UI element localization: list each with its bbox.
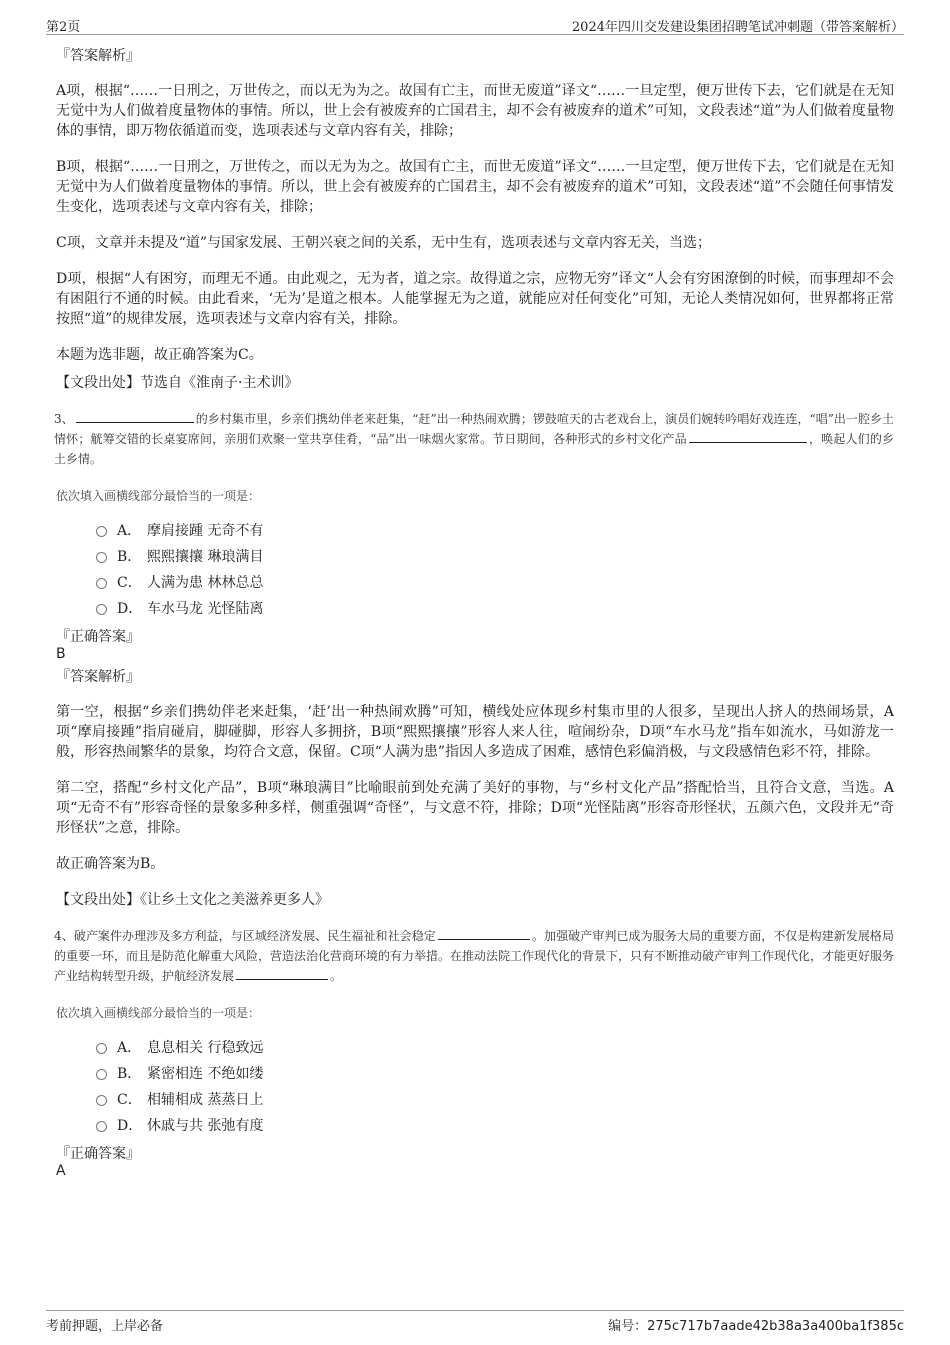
source-note: 【文段出处】节选自《淮南子·主术训》 xyxy=(56,375,299,391)
document-code: 编号：275c717b7aade42b38a3a400ba1f385c xyxy=(608,1319,904,1334)
options-list xyxy=(96,1035,894,1139)
answer-tag: 『正确答案』 xyxy=(56,1146,140,1162)
radio-icon[interactable] xyxy=(96,1069,107,1080)
fill-blank xyxy=(689,430,807,443)
explain-tag: 『答案解析』 xyxy=(56,669,140,685)
page-content xyxy=(56,45,894,1179)
page-footer xyxy=(46,1310,904,1337)
option-a[interactable]: A． 息息相关 行稳致远 xyxy=(96,1035,894,1061)
document-title: 2024年四川交发建设集团招聘笔试冲刺题（带答案解析） xyxy=(571,20,904,35)
explain-option-a: A项，根据“……一日刑之，万世传之，而以无为为之。故国有亡主，而世无废道”译文“……一旦定型，便万世传下去，它们就是在无知无觉中为人们做着度量物体的事情。所以，世上会有被废弃的亡国君主，却不会有被废弃的道术”可知，文段表述“道”为人们做着度量物体的事情，即万物依循道而变，选项表述与文章内容有关，排除； xyxy=(56,83,894,139)
page-header xyxy=(46,14,904,35)
explain-option-b: B项，根据“……一日刑之，万世传之，而以无为为之。故国有亡主，而世无废道”译文“……一旦定型，便万世传下去，它们就是在无知无觉中为人们做着度量物体的事情。所以，世上会有被废弃的亡国君主，却不会有被废弃的道术”可知，文段表述“道”不会随任何事情发生变化，选项表述与文章内容有关，排除； xyxy=(56,159,894,215)
question-4: 4、破产案件办理涉及多方利益，与区域经济发展、民生福祉和社会稳定 。加强破产审判已成为服务大局的重要方面，不仅是构建新发展格局的重要一环，而且是防范化解重大风险，营造法治化营商环境的有力举措。在推动法院工作现代化的背景下，只有不断推动破产审判工作现代化，才能更好服务产业结构转型升级，护航经济发展 。 xyxy=(54,929,895,983)
option-b[interactable]: B． 熙熙攘攘 琳琅满目 xyxy=(96,544,894,570)
option-c[interactable]: C． 相辅相成 蒸蒸日上 xyxy=(96,1087,894,1113)
question-instruction: 依次填入画横线部分最恰当的一项是： xyxy=(56,1006,261,1020)
radio-icon[interactable] xyxy=(96,526,107,537)
explain-option-c: C项，文章并未提及“道”与国家发展、王朝兴衰之间的关系，无中生有，选项表述与文章内容无关，当选； xyxy=(56,235,712,251)
fill-blank xyxy=(236,967,328,980)
option-a[interactable]: A． 摩肩接踵 无奇不有 xyxy=(96,518,894,544)
fill-blank xyxy=(438,927,530,940)
radio-icon[interactable] xyxy=(96,578,107,589)
footer-slogan: 考前押题，上岸必备 xyxy=(46,1319,164,1334)
question-number: 3、 xyxy=(54,412,74,426)
radio-icon[interactable] xyxy=(96,1121,107,1132)
answer-tag: 『正确答案』 xyxy=(56,629,140,645)
radio-icon[interactable] xyxy=(96,604,107,615)
radio-icon[interactable] xyxy=(96,1043,107,1054)
radio-icon[interactable] xyxy=(96,1095,107,1106)
option-c[interactable]: C． 人满为患 林林总总 xyxy=(96,570,894,596)
fill-blank xyxy=(76,410,194,423)
question-3: 3、 的乡村集市里，乡亲们携幼伴老来赶集，“赶”出一种热闹欢腾；锣鼓喧天的古老戏台上，演员们婉转吟唱好戏连连，“唱”出一腔乡土情怀；觥筹交错的长桌宴席间，亲朋们欢聚一堂共享佳肴，“品”出一味烟火家常。节日期间，各种形式的乡村文化产品 ，唤起人们的乡土乡情。 xyxy=(54,412,895,466)
explain-option-d: D项，根据“人有困穷，而理无不通。由此观之，无为者，道之宗。故得道之宗，应物无穷”译文“人会有穷困潦倒的时候，而事理却不会有困阻行不通的时候。由此看来，‘无为’是道之根本。人能掌握无为之道，就能应对任何变化”可知，无论人类情况如何，世界都将正常按照“道”的规律发展，选项表述与文章内容有关，排除。 xyxy=(56,271,894,327)
radio-icon[interactable] xyxy=(96,552,107,563)
page-number: 第2页 xyxy=(46,20,81,35)
options-list xyxy=(96,518,894,622)
option-d[interactable]: D． 休戚与共 张弛有度 xyxy=(96,1113,894,1139)
explain-conclusion: 本题为选非题，故正确答案为C。 xyxy=(56,347,263,363)
explain-blank-2: 第二空，搭配“乡村文化产品”，B项“琳琅满目”比喻眼前到处充满了美好的事物，与“乡村文化产品”搭配恰当，且符合文意，当选。A项“无奇不有”形容奇怪的景象多种多样，侧重强调“奇怪”，与文意不符，排除；D项“光怪陆离”形容奇形怪状，五颜六色，文段并无“奇形怪状”之意，排除。 xyxy=(56,780,894,836)
explain-tag: 『答案解析』 xyxy=(56,48,140,64)
option-b[interactable]: B． 紧密相连 不绝如缕 xyxy=(96,1061,894,1087)
answer-value: B xyxy=(56,646,66,662)
question-number: 4、 xyxy=(54,929,74,943)
explain-conclusion: 故正确答案为B。 xyxy=(56,856,165,872)
source-note: 【文段出处】《让乡土文化之美滋养更多人》 xyxy=(56,892,329,908)
option-d[interactable]: D． 车水马龙 光怪陆离 xyxy=(96,596,894,622)
explain-blank-1: 第一空，根据“乡亲们携幼伴老来赶集，‘赶’出一种热闹欢腾”可知，横线处应体现乡村集市里的人很多，呈现出人挤人的热闹场景，A项“摩肩接踵”指肩碰肩，脚碰脚，形容人多拥挤，B项“熙熙攘攘”形容人来人往，喧闹纷杂，D项“车水马龙”指车如流水，马如游龙一般，形容热闹繁华的景象，均符合文意，保留。C项“人满为患”指因人多造成了困难，感情色彩偏消极，与文段感情色彩不符，排除。 xyxy=(56,704,894,760)
answer-value: A xyxy=(56,1163,66,1179)
question-instruction: 依次填入画横线部分最恰当的一项是： xyxy=(56,489,261,503)
